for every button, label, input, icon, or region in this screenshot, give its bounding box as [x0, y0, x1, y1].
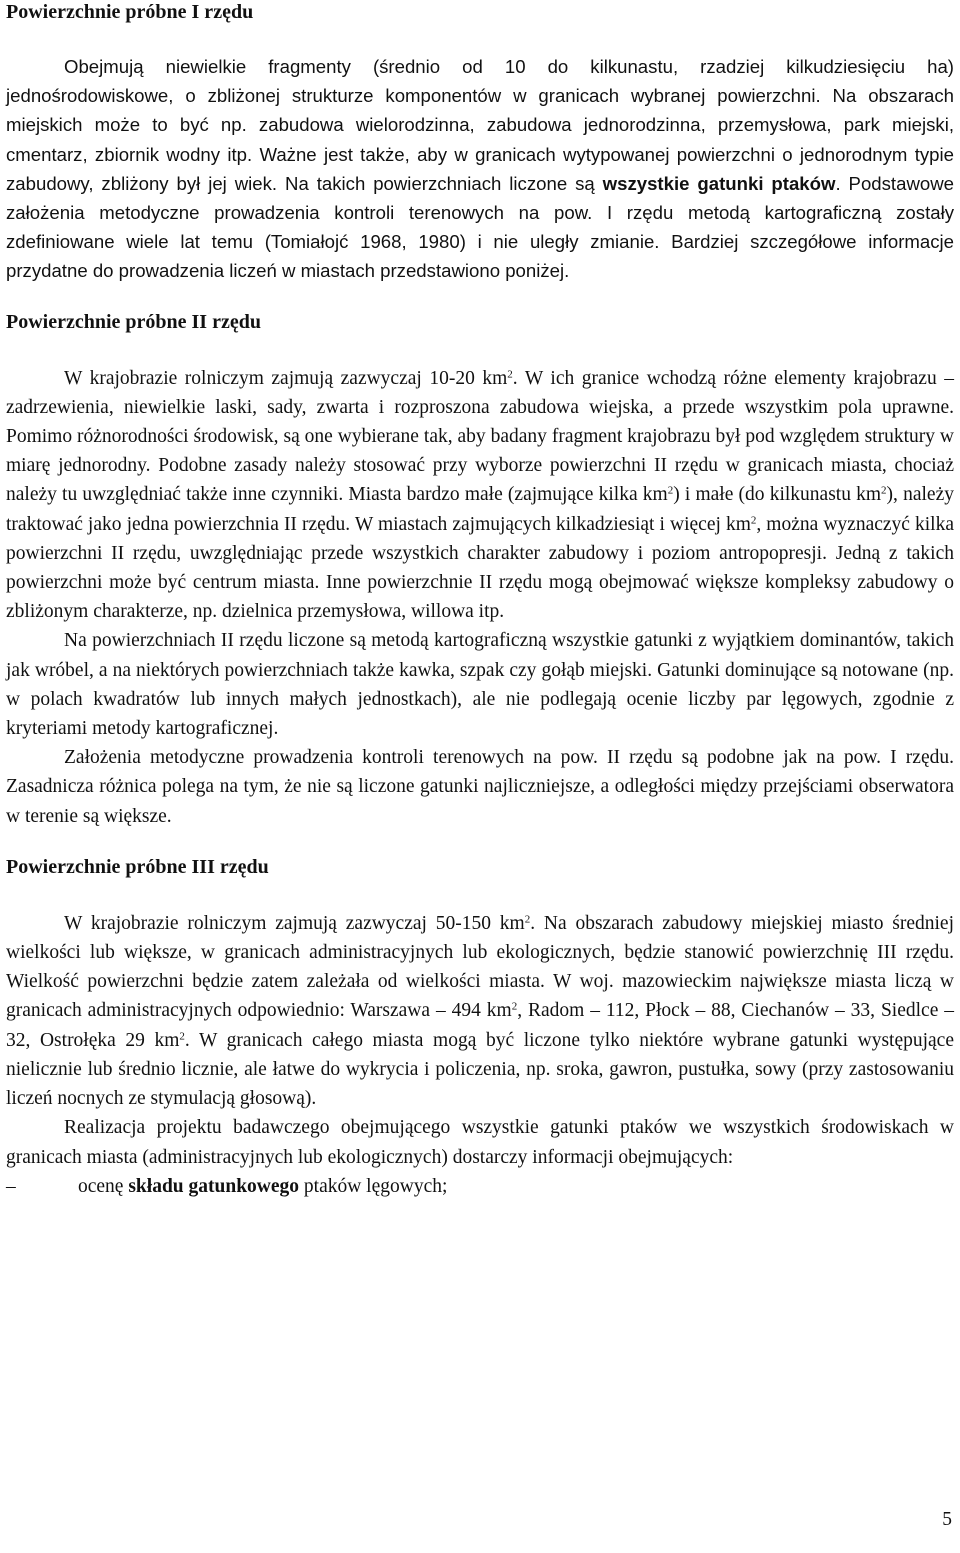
superscript: 2: [667, 484, 674, 497]
section-heading-2: Powierzchnie próbne II rzędu: [6, 310, 261, 333]
paragraph-5-text-b: . Na obszarach zabudowy miejskiej miasto średniej wielkości lub większe, w granicach administracyjnych lub ekologicznych, będzie stanowić powierzchnię III rzędu. Wielkość powierzchni będzie zatem zależała od wielkości miasta. W woj. mazowieckim największe miasta liczą w granicach administracyjnych odpowiednio: Warszawa – 494 km: [6, 912, 954, 1022]
paragraph-5: [6, 909, 954, 1113]
superscript: 2: [750, 514, 757, 527]
paragraph-1: [6, 52, 954, 286]
list-item-text-a: ocenę: [78, 1175, 129, 1197]
paragraph-1-text-b: . Podstawowe założenia metodyczne prowadzenia kontroli terenowych na pow. I rzędu metodą kartograficzną zostały zdefiniowane wiele lat temu (Tomiałojć 1968, 1980) i nie uległy zmianie. Bardziej szczegółowe informacje przydatne do prowadzenia liczeń w miastach przedstawiono poniżej.: [6, 172, 954, 282]
paragraph-6: Realizacja projektu badawczego obejmującego wszystkie gatunki ptaków we wszystkich środowiskach w granicach miasta (administracyjnych lub ekologicznych) dostarczy informacji obejmujących:: [6, 1117, 954, 1168]
superscript: 2: [881, 484, 887, 497]
document-page: [6, 0, 954, 1201]
list-item-text: [78, 1172, 447, 1201]
paragraph-5-text-a: W krajobrazie rolniczym zajmują zazwyczaj 50-150 km: [64, 912, 525, 934]
list-item: [6, 1172, 954, 1201]
paragraph-1-bold: wszystkie gatunki ptaków: [602, 172, 836, 194]
paragraph-2-text-d: ), należy traktować jako jedna powierzchnia II rzędu. W miastach zajmujących kilkadziesiąt i więcej km: [6, 484, 954, 535]
paragraph-5-text-d: . W granicach całego miasta mogą być liczone tylko niektóre wybrane gatunki występujące nielicznie lub średnio licznie, ale łatwe do wykrycia i policzenia, np. sroka, gawron, pustułka, sowy (przy zastosowaniu liczeń nocnych ze stymulacją głosową).: [6, 1029, 954, 1110]
dash-bullet: –: [6, 1175, 16, 1197]
superscript: 2: [524, 913, 531, 926]
superscript: 2: [511, 1000, 518, 1013]
paragraph-2-text-a: W krajobrazie rolniczym zajmują zazwyczaj 10-20 km: [64, 367, 508, 389]
paragraph-5-text-c: , Radom – 112, Płock – 88, Ciechanów – 33, Siedlce – 32, Ostrołęka 29 km: [6, 1000, 955, 1051]
paragraph-2-text-e: , można wyznaczyć kilka powierzchni II rzędu, uwzględniając przede wszystkich charakter zabudowy i poziom antropopresji. Jedną z takich powierzchni może być centrum miasta. Inne powierzchnie II rzędu mogą obejmować większe kompleksy zabudowy o zbliżonym charakterze, np. dzielnica przemysłowa, willowa itp.: [6, 513, 954, 623]
paragraph-4: Założenia metodyczne prowadzenia kontroli terenowych na pow. II rzędu są podobne jak na pow. I rzędu. Zasadnicza różnica polega na tym, że nie są liczone gatunki najliczniejsze, a odległości między przejściami obserwatora w terenie są większe.: [6, 747, 954, 827]
superscript: 2: [179, 1030, 185, 1043]
superscript: 2: [507, 368, 513, 381]
paragraph-2-text-b: . W ich granice wchodzą różne elementy krajobrazu – zadrzewienia, niewielkie laski, sady, zwarta i rozproszona zabudowa wiejska, a przede wszystkim pola uprawne. Pomimo różnorodności środowisk, są one wybierane tak, aby badany fragment krajobrazu był pod względem struktury w miarę jednorodny. Podobne zasady należy stosować przy wyborze powierzchni II rzędu w granicach miasta, chociaż należy tu uwzględniać także inne czynniki. Miasta bardzo małe (zajmujące kilka km: [6, 367, 954, 506]
paragraph-2-text-c: ) i małe (do kilkunastu km: [673, 484, 882, 506]
paragraph-2: [6, 364, 954, 627]
paragraph-1-text-a: Obejmują niewielkie fragmenty (średnio od 10 do kilkunastu, rzadziej kilkudziesięciu ha) jednośrodowiskowe, o zbliżonej strukturze komponentów w granicach wybranej powierzchni. Na obszarach miejskich może to być np. zabudowa wielorodzinna, zabudowa jednorodzinna, przemysłowa, park miejski, cmentarz, zbiornik wodny itp. Ważne jest także, aby w granicach wytypowanej powierzchni o jednorodnym typie zabudowy, zbliżony był jej wiek. Na takich powierzchniach liczone są: [6, 56, 954, 194]
page-number: 5: [942, 1509, 952, 1530]
list-item-bold: składu gatunkowego: [128, 1175, 300, 1197]
section-heading-3: Powierzchnie próbne III rzędu: [6, 855, 269, 878]
section-heading-1: Powierzchnie próbne I rzędu: [6, 1, 254, 23]
paragraph-3: Na powierzchniach II rzędu liczone są metodą kartograficzną wszystkie gatunki z wyjątkiem dominantów, takich jak wróbel, a na niektórych powierzchniach także kawka, szpak czy gołąb miejski. Gatunki dominujące są notowane (np. w polach kwadratów lub innych małych jednostkach), ale nie podlegają ocenie liczby par lęgowych, zgodnie z kryteriami metody kartograficznej.: [6, 630, 954, 740]
list-item-text-b: ptaków lęgowych;: [299, 1175, 448, 1197]
